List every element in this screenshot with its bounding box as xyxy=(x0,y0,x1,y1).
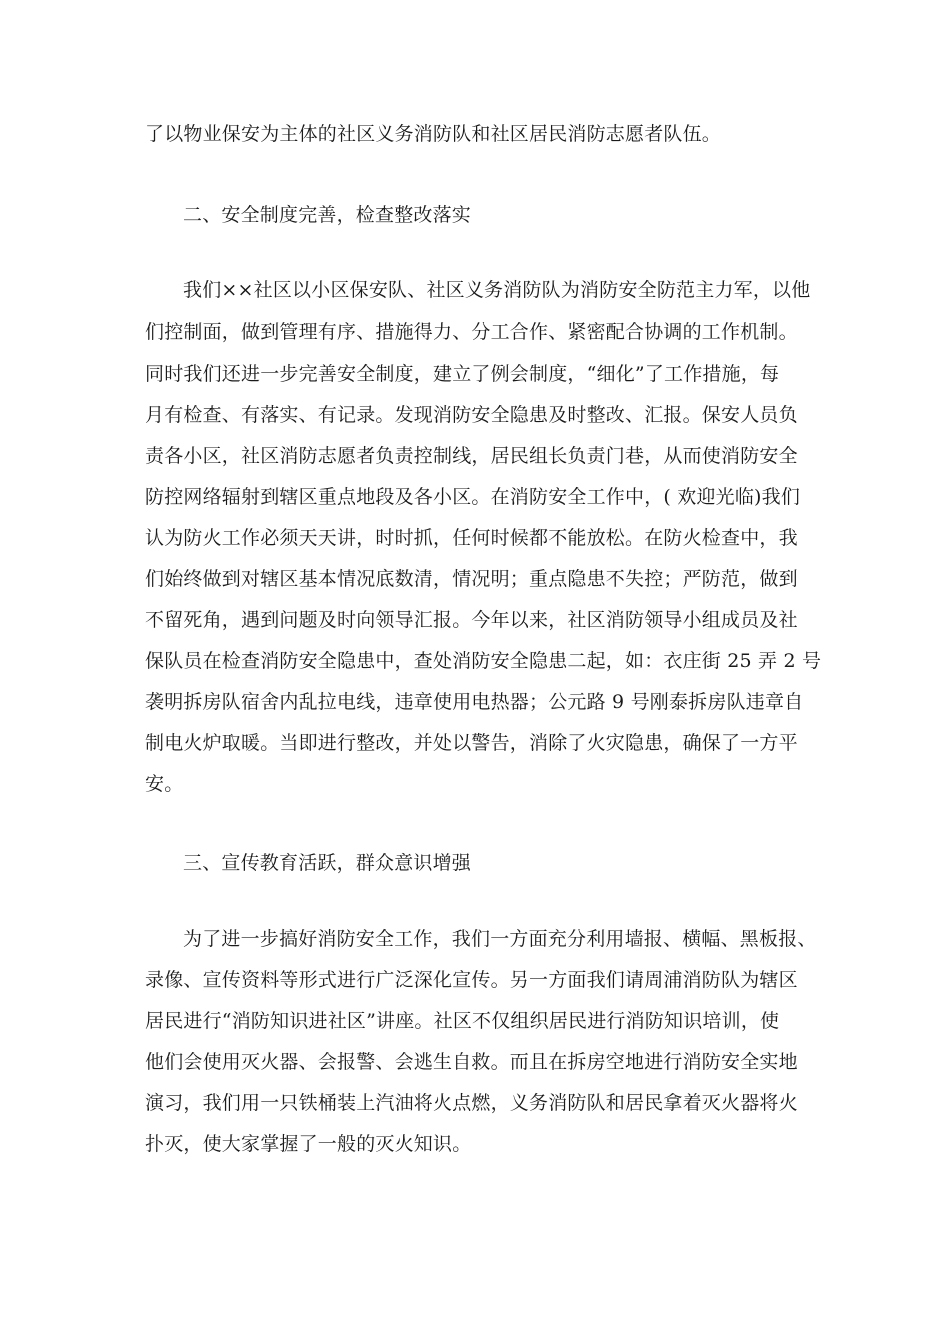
paragraph-line: 制电火炉取暖。当即进行整改，并处以警告，消除了火灾隐患，确保了一方平 xyxy=(145,732,798,754)
section-heading: 三、宣传教育活跃，群众意识增强 xyxy=(183,852,472,874)
paragraph-line: 录像、宣传资料等形式进行广泛深化宣传。另一方面我们请周浦消防队为辖区 xyxy=(145,969,798,991)
paragraph-line: 安。 xyxy=(145,773,184,795)
paragraph-line: 不留死角，遇到问题及时向领导汇报。今年以来，社区消防领导小组成员及社 xyxy=(145,609,798,631)
paragraph-line: 月有检查、有落实、有记录。发现消防安全隐患及时整改、汇报。保安人员负 xyxy=(145,404,798,426)
paragraph-line: 保队员在检查消防安全隐患中，查处消防安全隐患二起，如：衣庄街 25 弄 2 号 xyxy=(145,650,822,672)
section-heading: 二、安全制度完善，检查整改落实 xyxy=(183,204,472,226)
paragraph-line: 演习，我们用一只铁桶装上汽油将火点燃，义务消防队和居民拿着灭火器将火 xyxy=(145,1092,798,1114)
paragraph-line: 责各小区，社区消防志愿者负责控制线，居民组长负责门巷，从而使消防安全 xyxy=(145,445,798,467)
paragraph-line: 为了进一步搞好消防安全工作，我们一方面充分利用墙报、横幅、黑板报、 xyxy=(183,928,817,950)
paragraph-line: 袭明拆房队宿舍内乱拉电线，违章使用电热器；公元路 9 号刚泰拆房队违章自 xyxy=(145,691,804,713)
paragraph-line: 他们会使用灭火器、会报警、会逃生自救。而且在拆房空地进行消防安全实地 xyxy=(145,1051,798,1073)
paragraph-line: 们控制面，做到管理有序、措施得力、分工合作、紧密配合协调的工作机制。 xyxy=(145,321,798,343)
paragraph-line: 居民进行“消防知识进社区”讲座。社区不仅组织居民进行消防知识培训，使 xyxy=(145,1010,780,1032)
paragraph-line: 认为防火工作必须天天讲，时时抓，任何时候都不能放松。在防火检查中，我 xyxy=(145,527,798,549)
paragraph-line: 防控网络辐射到辖区重点地段及各小区。在消防安全工作中，( 欢迎光临)我们 xyxy=(145,486,801,508)
paragraph-line: 扑灭，使大家掌握了一般的灭火知识。 xyxy=(145,1133,472,1155)
paragraph-line: 们始终做到对辖区基本情况底数清，情况明；重点隐患不失控；严防范，做到 xyxy=(145,568,798,590)
paragraph-line: 我们××社区以小区保安队、社区义务消防队为消防安全防范主力军，以他 xyxy=(183,279,811,301)
paragraph-line: 了以物业保安为主体的社区义务消防队和社区居民消防志愿者队伍。 xyxy=(145,123,722,145)
paragraph-line: 同时我们还进一步完善安全制度，建立了例会制度，“细化”了工作措施，每 xyxy=(145,363,780,385)
